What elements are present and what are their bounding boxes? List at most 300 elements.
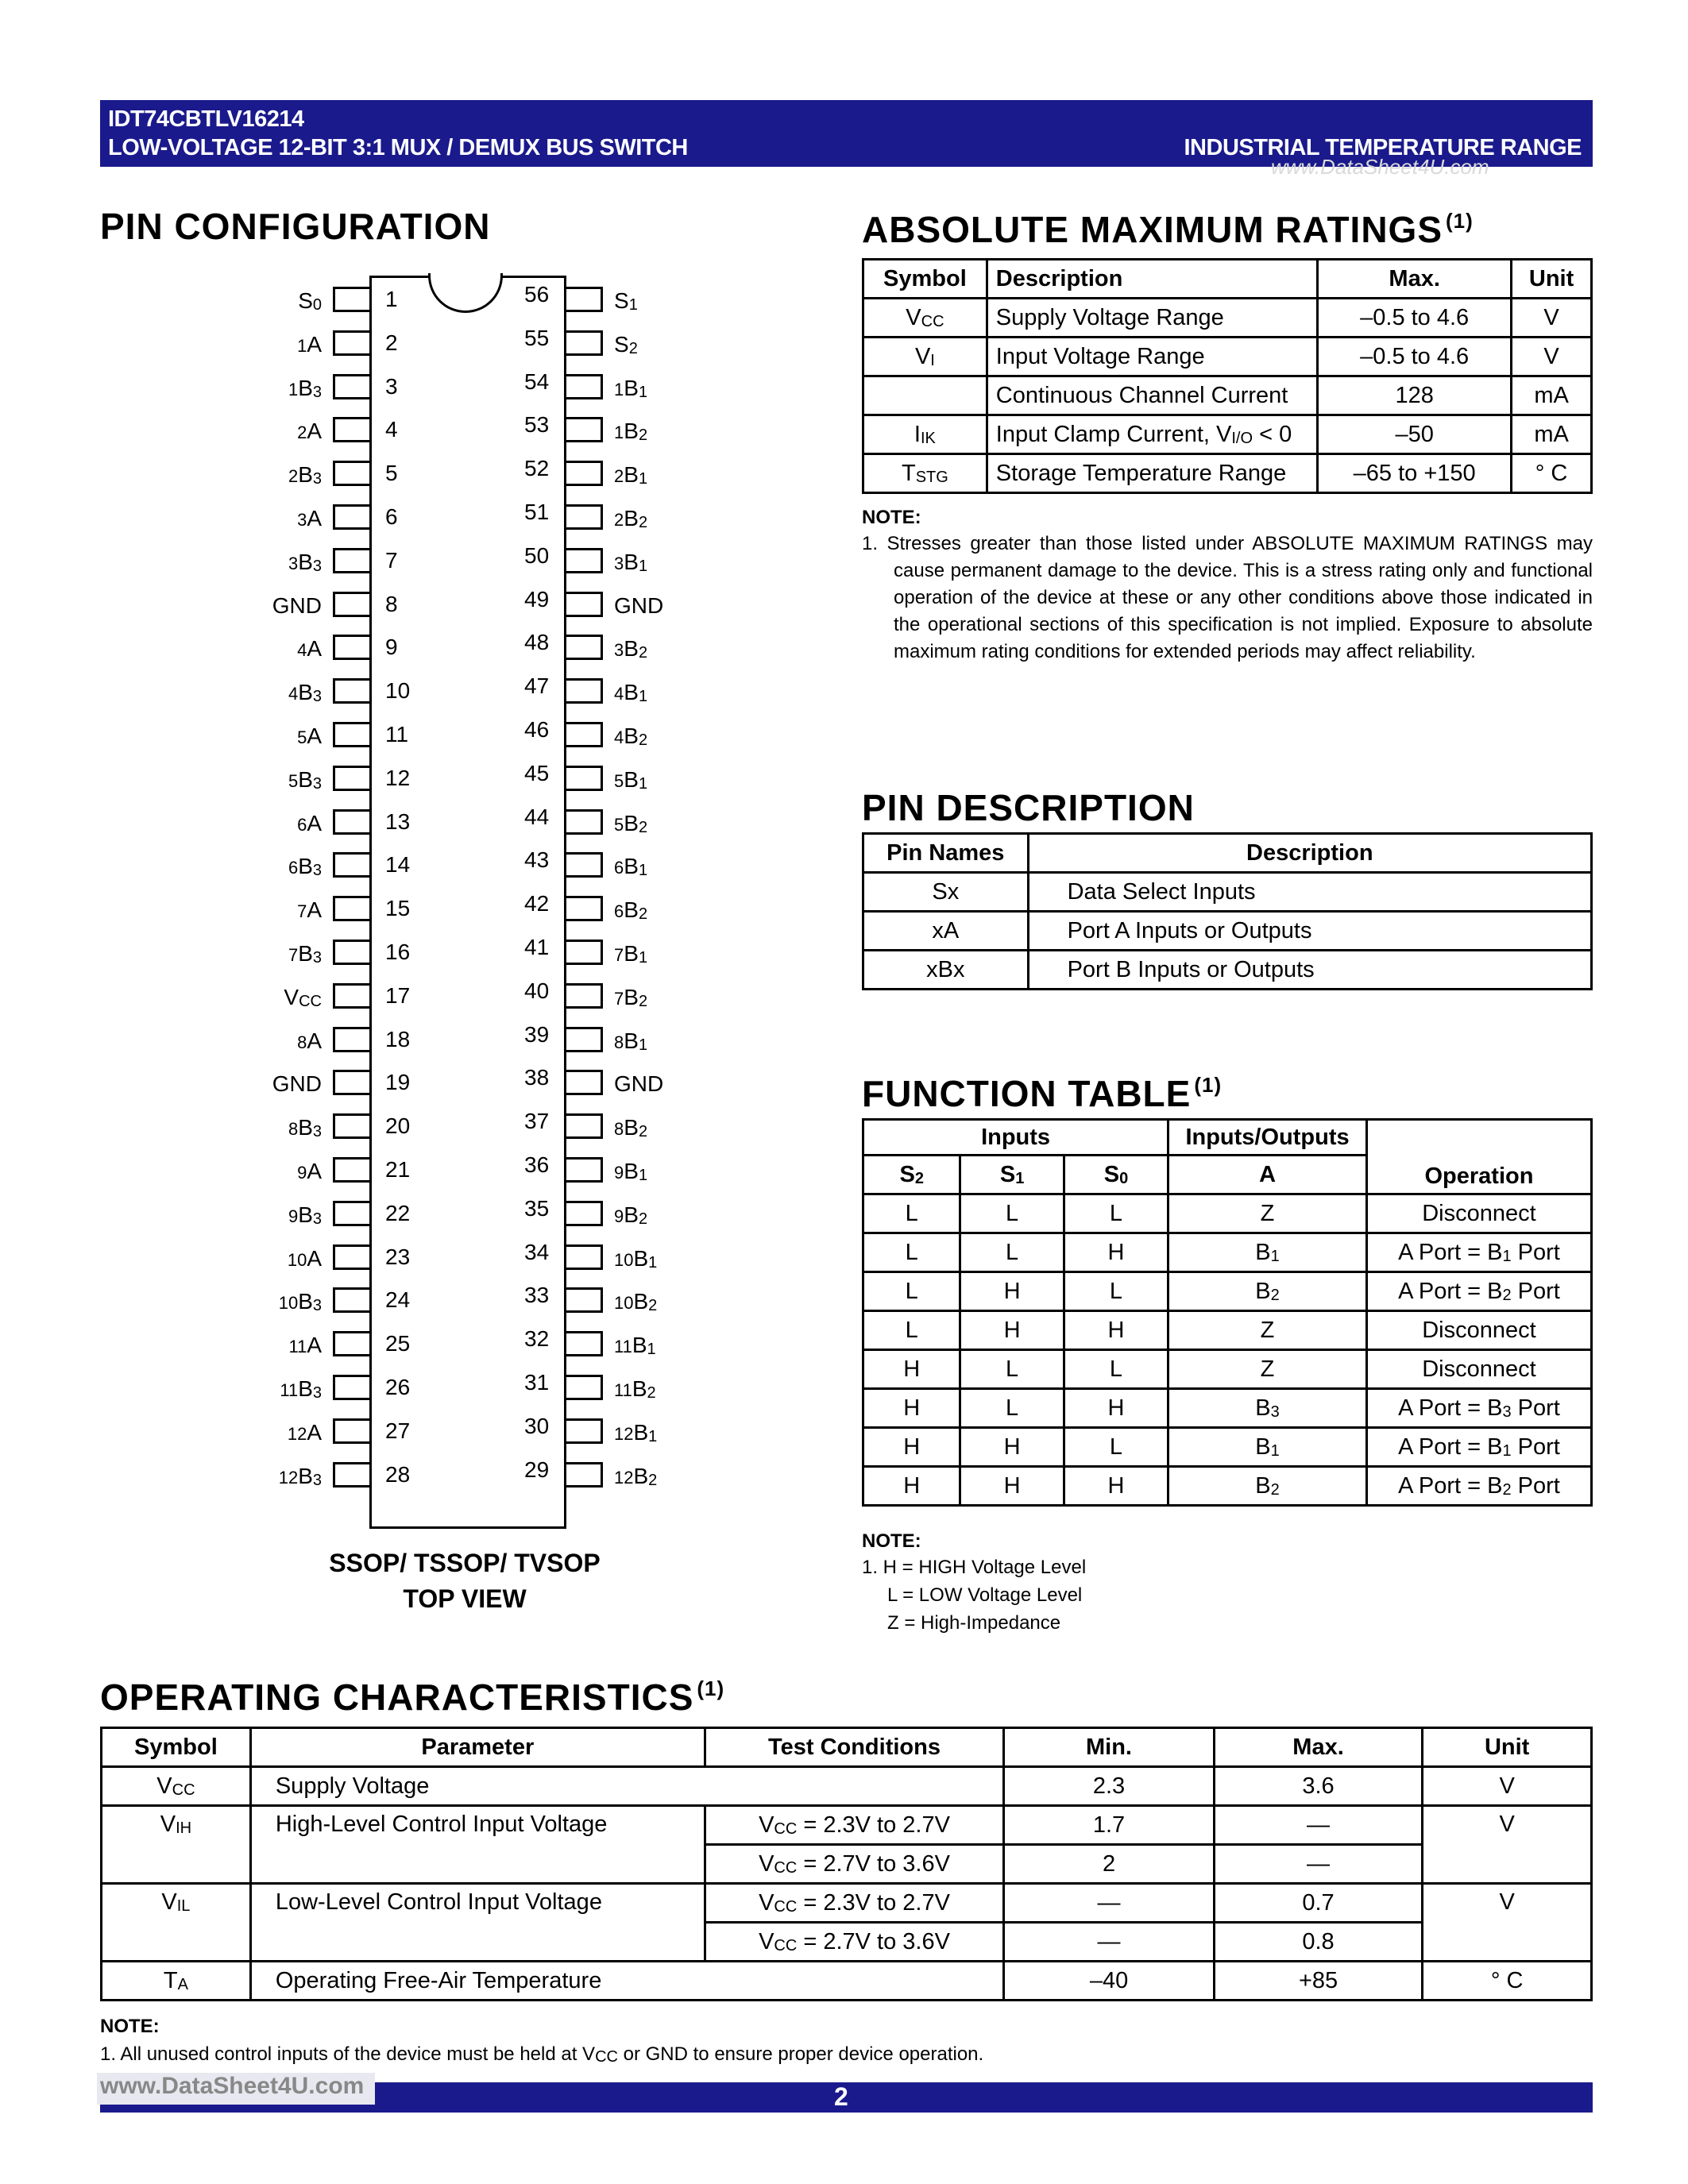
pin-number: 41 [524,935,550,959]
pin-stub-left [333,940,369,965]
pin-stub-left [333,809,369,835]
pin-name: 3A [297,506,322,531]
abs-description: Input Clamp Current, VI/O < 0 [987,415,1317,454]
pin-name: 6B3 [288,854,322,880]
pin-number: 12 [385,765,411,790]
pin-description-row [863,873,1592,912]
pin-name: 7A [297,897,322,923]
ft-note-title: NOTE: [862,1530,921,1552]
pin-name: 8A [297,1028,322,1053]
pin-stub-right [566,1070,603,1095]
pin-name: 9B1 [614,1159,648,1184]
pin-number: 53 [524,412,550,438]
op-header-min: Min. [1004,1728,1215,1767]
ft-a: B2 [1168,1467,1367,1506]
pin-name: 1B2 [614,419,648,445]
pin-description-table [862,832,1593,990]
pin-number: 36 [524,1152,550,1177]
pin-name: 3B1 [614,549,648,575]
pin-name: 11B2 [614,1376,656,1402]
ft-header-s1: S1 [960,1156,1064,1194]
pin-name: 4B1 [614,680,648,706]
pin-number: 46 [524,717,550,742]
pin-number: 14 [385,852,411,878]
ft-s1: H [960,1311,1064,1350]
pin-stub-right [566,1113,603,1139]
abs-max-row [863,454,1592,493]
function-table [862,1118,1593,1507]
pin-number: 30 [524,1413,550,1438]
pin-name: 1A [297,331,322,357]
pin-number: 45 [524,760,550,785]
abs-max-value: –50 [1318,415,1512,454]
pin-number: 8 [385,591,398,616]
pin-stub-left [333,592,369,617]
abs-description: Storage Temperature Range [987,454,1317,493]
pin-name: 9A [297,1159,322,1183]
pin-stub-right [566,766,603,791]
pin-number: 11 [385,722,409,747]
abs-unit: V [1512,338,1592,376]
pin-number: 4 [385,417,398,442]
view-label: TOP VIEW [403,1584,527,1613]
abs-description: Continuous Channel Current [987,376,1317,415]
abs-symbol: VI [863,338,987,376]
op-vih-max-1: — [1214,1806,1423,1845]
abs-max-body [863,299,1592,493]
ft-operation: Disconnect [1366,1350,1591,1389]
op-vcc-min: 2.3 [1004,1767,1215,1806]
op-vil-max-1: 0.7 [1214,1884,1423,1923]
ft-operation: Disconnect [1366,1194,1591,1233]
pin-stub-left [333,461,369,486]
ft-note-2: L = LOW Voltage Level [887,1584,1083,1606]
pin-name: 11B3 [280,1376,322,1402]
ft-header-a: A [1168,1156,1367,1194]
pin-name: GND [614,592,664,618]
ft-s0: L [1064,1428,1168,1467]
pin-number: 17 [385,982,411,1008]
pin-name: 12B2 [614,1463,658,1489]
pin-number: 51 [524,500,550,524]
operating-table [100,1727,1593,2001]
pin-stub-left [333,1462,369,1488]
function-table-row [863,1389,1592,1428]
ft-operation: A Port = B2 Port [1366,1467,1591,1506]
pin-name: 9B2 [614,1202,648,1228]
pin-stub-left [333,852,369,878]
pin-number: 49 [524,586,550,612]
pin-number: 28 [385,1461,411,1487]
abs-unit: V [1512,299,1592,338]
document-subtitle: LOW-VOLTAGE 12-BIT 3:1 MUX / DEMUX BUS SWITCH [108,135,688,160]
pin-name: 10A [287,1245,322,1271]
pin-number: 21 [385,1157,411,1182]
pin-name: GND [614,1071,664,1097]
pin-number: 13 [385,808,411,834]
pd-description: Port A Inputs or Outputs [1028,912,1591,951]
pin-stub-left [333,1375,369,1400]
abs-max-row [863,338,1592,376]
pin-name: GND [272,592,322,618]
abs-header-max: Max. [1318,260,1512,299]
pin-name: 2A [297,419,322,444]
op-vih-cond-2: VCC = 2.7V to 3.6V [705,1845,1003,1884]
abs-symbol: TSTG [863,454,987,493]
pin-number: 23 [385,1244,411,1269]
abs-max-row [863,376,1592,415]
function-table-row [863,1350,1592,1389]
ft-s1: H [960,1272,1064,1311]
ft-s1: L [960,1389,1064,1428]
pin-number: 18 [385,1026,411,1051]
op-ta-max: +85 [1214,1962,1423,2001]
pin-name: GND [272,1071,322,1097]
pin-name: S0 [298,288,322,314]
pin-number: 48 [524,630,550,655]
ft-s2: H [863,1389,960,1428]
pin-name: 2B3 [288,462,322,488]
pin-name: 4A [297,636,322,662]
pd-description: Data Select Inputs [1028,873,1591,912]
pd-pin-name: Sx [863,873,1029,912]
pin-stub-right [566,592,603,617]
pin-stub-right [566,940,603,965]
ft-s0: H [1064,1389,1168,1428]
ft-a: B3 [1168,1389,1367,1428]
ft-a: B2 [1168,1272,1367,1311]
part-number: IDT74CBTLV16214 [108,106,304,132]
op-ta-min: –40 [1004,1962,1215,2001]
pin-number: 43 [524,847,550,873]
op-vcc-unit: V [1423,1767,1592,1806]
pin-stub-right [566,1418,603,1444]
op-vih-symbol: VIH [102,1806,251,1884]
abs-max-value: 128 [1318,376,1512,415]
pin-stub-left [333,287,369,312]
pin-number: 40 [524,978,550,1003]
pin-number: 32 [524,1326,550,1352]
pin-stub-left [333,374,369,399]
pin-stub-left [333,330,369,356]
ft-s1: H [960,1467,1064,1506]
pin-name: 5A [297,723,322,748]
pin-stub-right [566,635,603,660]
op-vil-min-2: — [1004,1923,1215,1962]
pin-stub-right [566,809,603,835]
temperature-range: INDUSTRIAL TEMPERATURE RANGE [1184,135,1582,160]
ft-a: Z [1168,1194,1367,1233]
ft-operation: A Port = B1 Port [1366,1233,1591,1272]
ft-s1: L [960,1194,1064,1233]
op-vil-cond-1: VCC = 2.3V to 2.7V [705,1884,1003,1923]
ft-s2: L [863,1311,960,1350]
pin-name: 10B3 [278,1289,322,1315]
pin-stub-right [566,287,603,312]
pin-stub-left [333,417,369,442]
op-header-parameter: Parameter [250,1728,705,1767]
abs-max-value: –0.5 to 4.6 [1318,299,1512,338]
pin-number: 35 [524,1195,550,1221]
pin-configuration-title: PIN CONFIGURATION [100,206,491,247]
ft-s1: L [960,1350,1064,1389]
pin-stub-right [566,330,603,356]
pin-stub-right [566,1027,603,1052]
function-table-title: FUNCTION TABLE $^{(1)}$ [862,1073,1223,1114]
pin-number: 5 [385,461,398,486]
pin-name: 11A [288,1333,322,1358]
pin-name: 9B3 [288,1202,322,1228]
pin-stub-left [333,504,369,530]
pin-stub-right [566,417,603,442]
pin-number: 27 [385,1418,411,1443]
op-vih-cond-1: VCC = 2.3V to 2.7V [705,1806,1003,1845]
pin-stub-right [566,896,603,921]
pin-name: S2 [614,331,638,357]
pin-stub-right [566,1462,603,1488]
abs-header-unit: Unit [1512,260,1592,299]
pin-name: 8B1 [614,1028,648,1054]
function-table-row [863,1272,1592,1311]
pin-number: 24 [385,1287,411,1313]
pin-stub-right [566,678,603,704]
ft-s0: L [1064,1194,1168,1233]
ft-s2: H [863,1350,960,1389]
pin-name: 5B3 [288,766,322,793]
pin-stub-left [333,1244,369,1270]
pin-stub-right [566,1287,603,1313]
pin-number: 39 [524,1021,550,1047]
ft-s0: H [1064,1233,1168,1272]
pin-stub-left [333,1027,369,1052]
op-vcc-max: 3.6 [1214,1767,1423,1806]
pin-name: 5B2 [614,810,648,836]
op-vih-param: High-Level Control Input Voltage [250,1806,705,1884]
pin-name: 12B3 [278,1463,322,1489]
pin-stub-left [333,896,369,921]
abs-symbol: VCC [863,299,987,338]
ft-s2: H [863,1428,960,1467]
op-ta-symbol: TA [102,1962,251,2001]
pin-number: 20 [385,1113,411,1139]
pin-number: 9 [385,635,398,660]
pin-stub-left [333,1157,369,1183]
pin-stub-left [333,983,369,1009]
abs-max-value: –0.5 to 4.6 [1318,338,1512,376]
pin-number: 47 [524,673,550,699]
pin-name: S1 [614,288,638,314]
pin-stub-left [333,766,369,791]
function-table-body [863,1194,1592,1506]
pin-stub-left [333,548,369,573]
function-table-row [863,1467,1592,1506]
ft-group-inputs: Inputs [863,1120,1168,1156]
pd-header-pin-names: Pin Names [863,834,1029,873]
ft-a: B1 [1168,1428,1367,1467]
pin-stub-left [333,1287,369,1313]
pin-name: 11B1 [614,1333,656,1359]
pin-number: 56 [524,282,550,307]
ft-s1: H [960,1428,1064,1467]
pin-number: 31 [524,1370,550,1395]
pin-name: 4B3 [288,680,322,706]
op-row-vcc [102,1767,1592,1806]
pin-stub-right [566,983,603,1009]
ft-note-3: Z = High-Impedance [887,1612,1061,1634]
abs-note-title: NOTE: [862,507,921,528]
pin-stub-right [566,1201,603,1226]
pin-stub-right [566,548,603,573]
abs-max-row [863,299,1592,338]
ft-operation: A Port = B3 Port [1366,1389,1591,1428]
ft-s0: H [1064,1311,1168,1350]
pin-name: 2B2 [614,506,648,531]
pin-name: 8B2 [614,1115,648,1141]
ft-header-s0: S0 [1064,1156,1168,1194]
pin-stub-left [333,1201,369,1226]
pin-stub-left [333,678,369,704]
pin-number: 15 [385,896,411,921]
pd-pin-name: xA [863,912,1029,951]
pin-stub-right [566,1331,603,1356]
pin-stub-left [333,722,369,747]
pin-number: 10 [385,678,411,704]
pin-name: 10B1 [614,1245,658,1271]
op-vcc-param: Supply Voltage [250,1767,1003,1806]
ft-header-s2: S2 [863,1156,960,1194]
ft-s2: L [863,1194,960,1233]
pin-name: 7B3 [288,941,322,967]
op-vil-unit: V [1423,1884,1592,1962]
op-vih-min-1: 1.7 [1004,1806,1215,1845]
op-row-vil-1 [102,1884,1592,1923]
pin-stub-right [566,461,603,486]
abs-unit: mA [1512,376,1592,415]
pin-name: VCC [284,984,322,1010]
pin-stub-left [333,1070,369,1095]
ft-a: Z [1168,1350,1367,1389]
pin-number: 26 [385,1375,411,1399]
abs-header-description: Description [987,260,1317,299]
pin-stub-left [333,635,369,660]
ft-operation: A Port = B1 Port [1366,1428,1591,1467]
pin-number: 50 [524,542,550,568]
pin-number: 25 [385,1331,411,1356]
op-header-symbol: Symbol [102,1728,251,1767]
ft-group-io: Inputs/Outputs [1168,1120,1367,1156]
watermark-top: www.DataSheet4U.com [1271,155,1489,179]
ft-s2: L [863,1272,960,1311]
package-label: SSOP/ TSSOP/ TVSOP [329,1549,601,1577]
pin-name: 5B1 [614,766,648,793]
op-header-max: Max. [1214,1728,1423,1767]
pin-stub-right [566,722,603,747]
op-header-conditions: Test Conditions [705,1728,1003,1767]
pin-name: 12A [287,1419,322,1445]
pin-name: 2B1 [614,462,648,488]
ft-s2: H [863,1467,960,1506]
op-vil-param: Low-Level Control Input Voltage [250,1884,705,1962]
abs-unit: mA [1512,415,1592,454]
pin-number: 54 [524,369,550,394]
pin-name: 1B3 [288,375,322,401]
op-vil-max-2: 0.8 [1214,1923,1423,1962]
abs-max-value: –65 to +150 [1318,454,1512,493]
operating-title: OPERATING CHARACTERISTICS $^{(1)}$ [100,1677,725,1718]
pin-name: 3B2 [614,636,648,662]
pin-stub-left [333,1331,369,1356]
abs-max-row [863,415,1592,454]
ft-s1: L [960,1233,1064,1272]
pin-stub-right [566,1244,603,1270]
pin-name: 6B2 [614,897,648,924]
function-table-row [863,1233,1592,1272]
ft-operation: A Port = B2 Port [1366,1272,1591,1311]
pin-name: 6A [297,810,322,835]
op-vih-max-2: — [1214,1845,1423,1884]
pin-description-row [863,912,1592,951]
pin-number: 3 [385,373,398,399]
op-vil-symbol: VIL [102,1884,251,1962]
abs-note-text: 1. Stresses greater than those listed under ABSOLUTE MAXIMUM RATINGS may cause permanent damage to the device. This is a stress rating only and functional operation of the device at these or any other conditions above those indicated in the operational sections of this specification is not implied. Exposure to absolute maximum rating conditions for extended periods may affect reliability. [862,533,1593,662]
pin-stub-right [566,852,603,878]
pd-description: Port B Inputs or Outputs [1028,951,1591,990]
pin-name: 12B1 [614,1419,658,1445]
pin-number: 16 [385,940,411,964]
op-ta-unit: ° C [1423,1962,1592,2001]
pin-number: 29 [524,1457,550,1482]
op-vil-min-1: — [1004,1884,1215,1923]
pin-stub-left [333,1418,369,1444]
pin-number: 2 [385,330,398,355]
op-vcc-symbol: VCC [102,1767,251,1806]
pd-header-description: Description [1028,834,1591,873]
pin-number: 19 [385,1070,411,1095]
pin-name: 6B1 [614,854,648,880]
pin-number: 52 [524,456,550,481]
pin-stub-right [566,374,603,399]
op-vih-unit: V [1423,1806,1592,1884]
abs-symbol: IIK [863,415,987,454]
pin-name: 4B2 [614,723,648,749]
abs-symbol [863,376,987,415]
pin-number: 6 [385,504,398,529]
ft-header-operation: Operation [1366,1120,1591,1194]
pin-name: 10B2 [614,1289,658,1315]
footer-watermark: www.DataSheet4U.com [97,2073,375,2105]
pin-name: 7B1 [614,941,648,967]
function-table-row [863,1428,1592,1467]
pin-stub-right [566,1157,603,1183]
op-row-ta [102,1962,1592,2001]
op-vih-min-2: 2 [1004,1845,1215,1884]
pin-number: 38 [524,1065,550,1090]
abs-header-symbol: Symbol [863,260,987,299]
pin-number: 7 [385,547,398,573]
ft-operation: Disconnect [1366,1311,1591,1350]
op-vil-cond-2: VCC = 2.7V to 3.6V [705,1923,1003,1962]
pin-number: 33 [524,1283,550,1308]
function-table-row [863,1311,1592,1350]
ft-s0: H [1064,1467,1168,1506]
pin-description-title: PIN DESCRIPTION [862,787,1195,828]
pin-number: 44 [524,804,550,829]
pin-description-row [863,951,1592,990]
pin-stub-right [566,1375,603,1400]
op-note-title: NOTE: [100,2016,160,2037]
pin-number: 1 [385,287,398,311]
abs-unit: ° C [1512,454,1592,493]
